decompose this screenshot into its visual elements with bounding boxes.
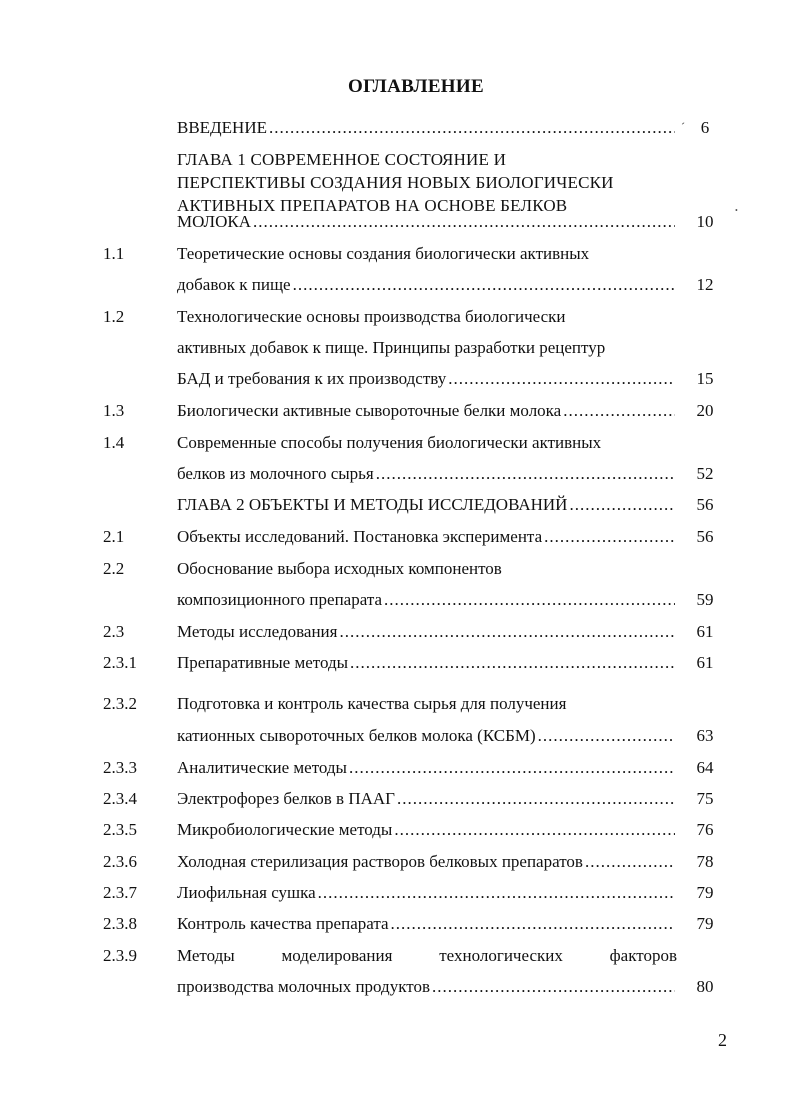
toc-line: Современные способы получения биологически активных [177, 433, 602, 452]
toc-line-justified [177, 946, 677, 966]
toc-page-number: 75 [696, 789, 714, 808]
toc-entry-text: МОЛОКА [177, 212, 251, 231]
toc-entry-text: БАД и требования к их производству [177, 369, 447, 388]
toc-entry-2-3-4[interactable] [177, 789, 675, 809]
toc-word: моделирования [281, 946, 393, 965]
toc-page-number: 61 [696, 622, 714, 641]
leader-dots [432, 977, 675, 997]
page-number: 2 [718, 1030, 727, 1050]
toc-entry-intro[interactable] [177, 118, 675, 138]
toc-line: ГЛАВА 1 СОВРЕМЕННОЕ СОСТОЯНИЕ И [177, 150, 507, 169]
toc-entry-text: Аналитические методы [177, 758, 347, 777]
toc-entry-text: ГЛАВА 2 ОБЪЕКТЫ И МЕТОДЫ ИССЛЕДОВАНИЙ [177, 495, 568, 514]
toc-entry-2-3-7[interactable] [177, 883, 675, 903]
toc-entry-text: Методы исследования [177, 622, 338, 641]
toc-page-number: 79 [696, 914, 714, 933]
toc-entry-text: Микробиологические методы [177, 820, 393, 839]
toc-entry-text: производства молочных продуктов [177, 977, 430, 996]
leader-dots [544, 527, 675, 547]
toc-section-number: 1.2 [103, 307, 125, 326]
toc-entry-text: Биологически активные сывороточные белки молока [177, 401, 562, 420]
toc-entry-text: добавок к пище [177, 275, 291, 294]
leader-dots [269, 118, 675, 138]
toc-entry-2-3-9[interactable] [177, 977, 675, 997]
leader-dots [448, 369, 675, 389]
toc-section-number: 2.3.3 [103, 758, 137, 777]
margin-mark: ˊ [681, 120, 685, 134]
toc-page-number: 59 [696, 590, 714, 609]
margin-dot: • [735, 206, 738, 215]
toc-entry-2-3-5[interactable] [177, 820, 675, 840]
toc-section-number: 2.3.9 [103, 946, 137, 965]
page-title: ОГЛАВЛЕНИЕ [348, 76, 484, 97]
toc-entry-text: катионных сывороточных белков молока (КСБМ) [177, 726, 536, 745]
toc-page-number: 80 [696, 977, 714, 996]
toc-entry-chapter-2[interactable] [177, 495, 675, 515]
toc-section-number: 2.3.2 [103, 694, 137, 713]
toc-page-number: 61 [696, 653, 714, 672]
toc-line: Обоснование выбора исходных компонентов [177, 559, 502, 578]
toc-entry-text: Контроль качества препарата [177, 914, 389, 933]
toc-entry-2-2[interactable] [177, 590, 675, 610]
leader-dots [585, 852, 675, 872]
leader-dots [563, 401, 675, 421]
toc-entry-text: Объекты исследований. Постановка эксперимента [177, 527, 543, 546]
toc-entry-text: Холодная стерилизация растворов белковых препаратов [177, 852, 583, 871]
toc-entry-chapter-1[interactable] [177, 212, 675, 232]
toc-section-number: 1.3 [103, 401, 125, 420]
toc-section-number: 2.3.6 [103, 852, 137, 871]
leader-dots [394, 820, 675, 840]
toc-entry-2-3-6[interactable] [177, 852, 675, 872]
leader-dots [293, 275, 675, 295]
leader-dots [253, 212, 675, 232]
toc-entry-text: белков из молочного сырья [177, 464, 374, 483]
leader-dots [349, 758, 675, 778]
toc-section-number: 2.2 [103, 559, 125, 578]
toc-page-number: 15 [696, 369, 714, 388]
leader-dots [397, 789, 675, 809]
toc-entry-1-1[interactable] [177, 275, 675, 295]
toc-word: факторов [609, 946, 677, 965]
toc-page-number: 52 [696, 464, 714, 483]
toc-entry-1-3[interactable] [177, 401, 675, 421]
toc-section-number: 2.3.4 [103, 789, 137, 808]
toc-section-number: 1.4 [103, 433, 125, 452]
toc-entry-1-4[interactable] [177, 464, 675, 484]
toc-section-number: 2.3.5 [103, 820, 137, 839]
toc-page-number: 63 [696, 726, 714, 745]
toc-line: Теоретические основы создания биологически активных [177, 244, 590, 263]
leader-dots [318, 883, 675, 903]
toc-word: Методы [177, 946, 235, 965]
toc-line: ПЕРСПЕКТИВЫ СОЗДАНИЯ НОВЫХ БИОЛОГИЧЕСКИ [177, 173, 614, 192]
toc-entry-2-3-2[interactable] [177, 726, 675, 746]
toc-line: Подготовка и контроль качества сырья для получения [177, 694, 567, 713]
toc-entry-text: ВВЕДЕНИЕ [177, 118, 267, 137]
toc-entry-text: Лиофильная сушка [177, 883, 316, 902]
toc-page-number: 56 [696, 527, 714, 546]
leader-dots [376, 464, 675, 484]
toc-page-number: 64 [696, 758, 714, 777]
toc-section-number: 2.3.1 [103, 653, 137, 672]
toc-entry-2-3-1[interactable] [177, 653, 675, 673]
toc-section-number: 1.1 [103, 244, 125, 263]
toc-chapter-1-heading [177, 148, 614, 217]
toc-word: технологических [439, 946, 563, 965]
toc-section-number: 2.3.8 [103, 914, 137, 933]
toc-page-number: 76 [696, 820, 714, 839]
toc-entry-text: Препаративные методы [177, 653, 349, 672]
toc-page-number: 56 [696, 495, 714, 514]
leader-dots [339, 622, 675, 642]
toc-page-number: 10 [696, 212, 714, 231]
toc-entry-2-3[interactable] [177, 622, 675, 642]
leader-dots [538, 726, 675, 746]
leader-dots [384, 590, 675, 610]
toc-entry-2-3-3[interactable] [177, 758, 675, 778]
toc-line: активных добавок к пище. Принципы разработки рецептур [177, 338, 606, 357]
toc-entry-2-1[interactable] [177, 527, 675, 547]
toc-section-number: 2.1 [103, 527, 125, 546]
toc-section-number: 2.3 [103, 622, 125, 641]
toc-page-number: 79 [696, 883, 714, 902]
toc-page-number: 20 [696, 401, 714, 420]
leader-dots [569, 495, 675, 515]
toc-page-number: 6 [700, 118, 710, 137]
toc-section-number: 2.3.7 [103, 883, 137, 902]
toc-entry-text: Электрофорез белков в ПААГ [177, 789, 395, 808]
toc-line: АКТИВНЫХ ПРЕПАРАТОВ НА ОСНОВЕ БЕЛКОВ [177, 196, 568, 215]
toc-line: Технологические основы производства биологически [177, 307, 566, 326]
toc-entry-2-3-8[interactable] [177, 914, 675, 934]
toc-entry-1-2[interactable] [177, 369, 675, 389]
toc-entry-text: композиционного препарата [177, 590, 383, 609]
leader-dots [391, 914, 675, 934]
leader-dots [350, 653, 675, 673]
toc-page-number: 12 [696, 275, 714, 294]
toc-page-number: 78 [696, 852, 714, 871]
